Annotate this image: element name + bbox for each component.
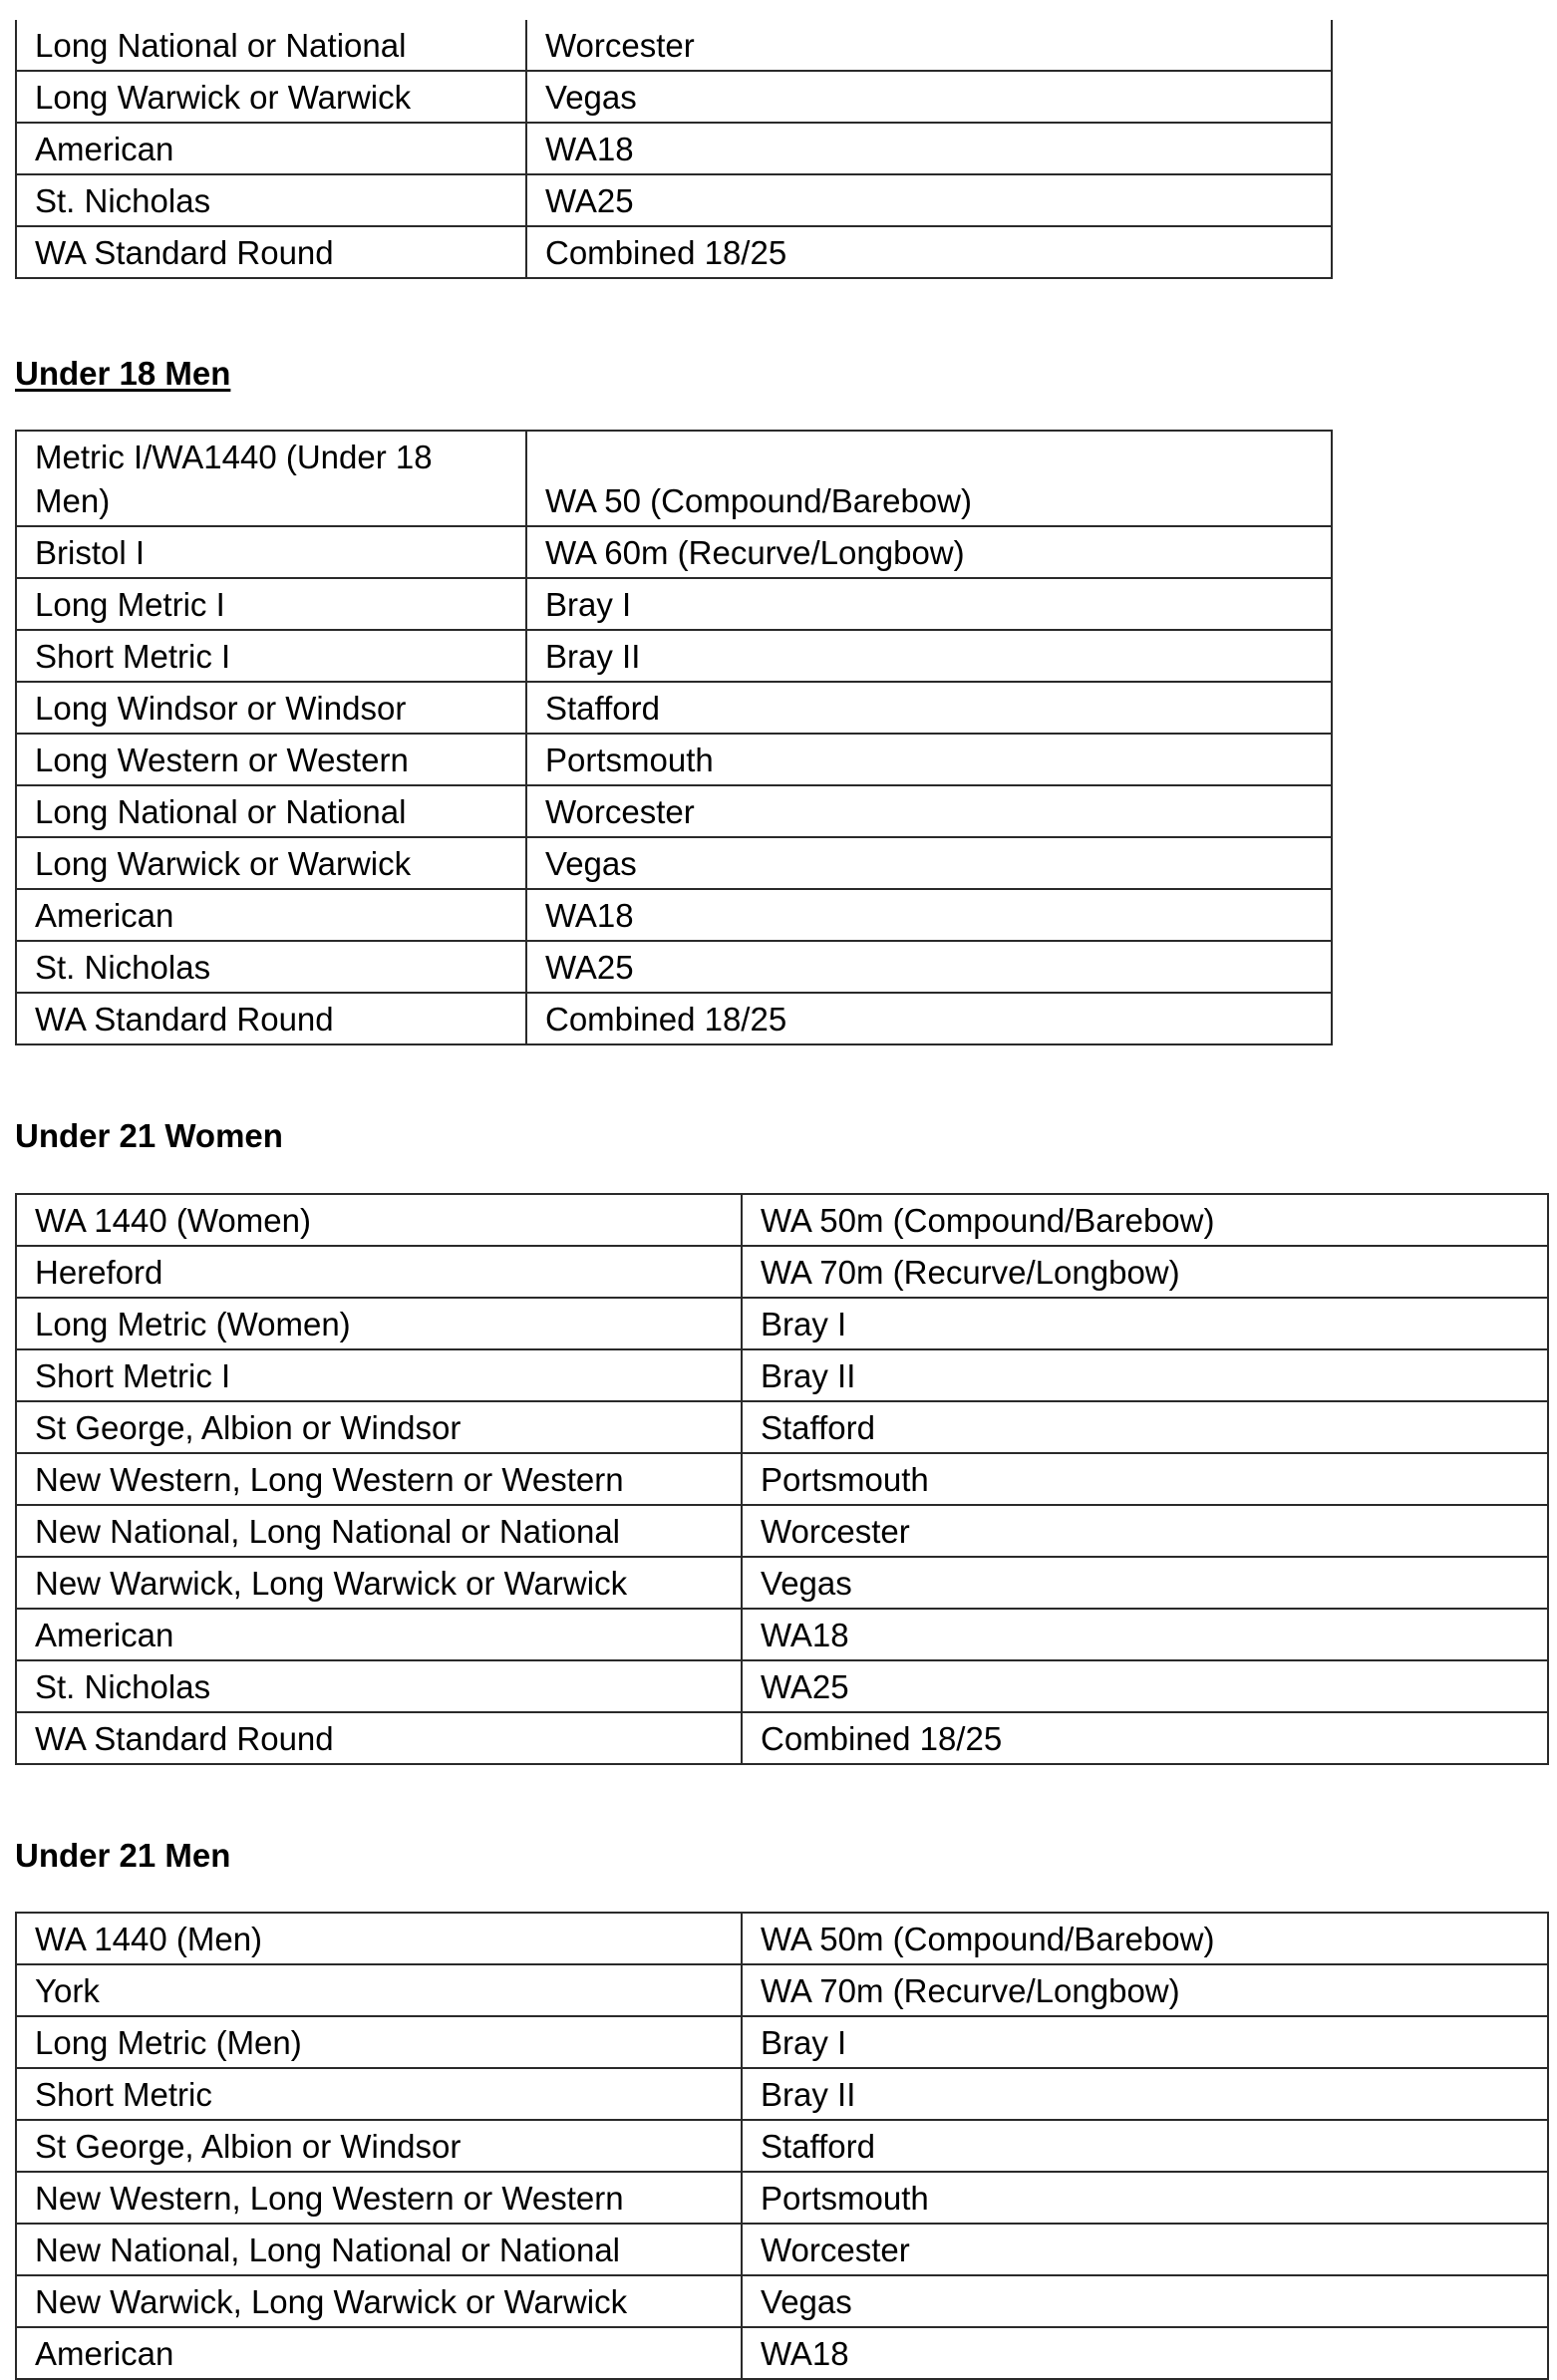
round-name-cell: New Western, Long Western or Western xyxy=(16,1453,742,1505)
round-name-cell: Long Metric (Women) xyxy=(16,1298,742,1349)
indoor-round-cell: WA 50m (Compound/Barebow) xyxy=(742,1913,1548,1964)
indoor-round-cell: WA25 xyxy=(742,1660,1548,1712)
under-21-men-table xyxy=(15,1912,1549,2380)
round-name-cell: American xyxy=(16,123,526,174)
table-row xyxy=(16,174,1332,226)
section-heading-under-18-men: Under 18 Men xyxy=(15,355,231,392)
indoor-round-cell: Bray I xyxy=(742,2016,1548,2068)
table-row xyxy=(16,1453,1548,1505)
table-row xyxy=(16,226,1332,278)
indoor-round-cell: Combined 18/25 xyxy=(526,226,1332,278)
table-row xyxy=(16,1298,1548,1349)
table-row xyxy=(16,1557,1548,1609)
table-row xyxy=(16,578,1332,630)
round-name-cell: Short Metric xyxy=(16,2068,742,2120)
indoor-round-cell: WA25 xyxy=(526,174,1332,226)
indoor-round-cell: Portsmouth xyxy=(742,1453,1548,1505)
round-name-cell: Long National or National xyxy=(16,785,526,837)
round-name-cell: St. Nicholas xyxy=(16,174,526,226)
round-name-cell: New National, Long National or National xyxy=(16,2224,742,2275)
table-row xyxy=(16,2224,1548,2275)
table-row xyxy=(16,1660,1548,1712)
table-row xyxy=(16,2016,1548,2068)
round-name-cell: WA Standard Round xyxy=(16,226,526,278)
indoor-round-cell: Stafford xyxy=(526,682,1332,734)
round-name-cell: WA Standard Round xyxy=(16,993,526,1044)
under-21-men-section xyxy=(15,1912,1549,2380)
indoor-round-cell: Combined 18/25 xyxy=(742,1712,1548,1764)
table-row xyxy=(16,993,1332,1044)
table-row xyxy=(16,1712,1548,1764)
round-name-cell: Long National or National xyxy=(16,20,526,71)
table-row xyxy=(16,1913,1548,1964)
round-name-cell: WA 1440 (Women) xyxy=(16,1194,742,1246)
table-row xyxy=(16,2327,1548,2379)
indoor-round-cell: WA 60m (Recurve/Longbow) xyxy=(526,526,1332,578)
indoor-round-cell: Vegas xyxy=(742,2275,1548,2327)
under-21-women-table xyxy=(15,1193,1549,1765)
indoor-round-cell: WA 70m (Recurve/Longbow) xyxy=(742,1246,1548,1298)
indoor-round-cell: Worcester xyxy=(742,2224,1548,2275)
round-name-cell: St. Nicholas xyxy=(16,1660,742,1712)
table-row xyxy=(16,1609,1548,1660)
table-row xyxy=(16,123,1332,174)
indoor-round-cell: Worcester xyxy=(526,20,1332,71)
round-name-cell: Long Metric (Men) xyxy=(16,2016,742,2068)
continuation-section xyxy=(15,20,1333,279)
table-row xyxy=(16,2068,1548,2120)
round-name-cell: Long Metric I xyxy=(16,578,526,630)
round-name-cell: Bristol I xyxy=(16,526,526,578)
round-name-cell: WA Standard Round xyxy=(16,1712,742,1764)
table-row xyxy=(16,630,1332,682)
round-name-cell: Long Western or Western xyxy=(16,734,526,785)
round-name-cell: York xyxy=(16,1964,742,2016)
indoor-round-cell: Vegas xyxy=(526,71,1332,123)
indoor-round-cell: Worcester xyxy=(526,785,1332,837)
indoor-round-cell: WA18 xyxy=(526,889,1332,941)
table-row xyxy=(16,2275,1548,2327)
indoor-round-cell: WA25 xyxy=(526,941,1332,993)
continuation-table xyxy=(15,20,1333,279)
indoor-round-cell: Bray I xyxy=(742,1298,1548,1349)
indoor-round-cell: Bray II xyxy=(742,2068,1548,2120)
round-name-cell: American xyxy=(16,1609,742,1660)
indoor-round-cell: Bray II xyxy=(742,1349,1548,1401)
table-row xyxy=(16,2120,1548,2172)
table-row xyxy=(16,682,1332,734)
indoor-round-cell: Portsmouth xyxy=(526,734,1332,785)
table-row xyxy=(16,1401,1548,1453)
round-name-cell: Metric I/WA1440 (Under 18 Men) xyxy=(16,431,526,526)
table-row xyxy=(16,526,1332,578)
under-18-men-section xyxy=(15,430,1333,1045)
round-name-cell: St George, Albion or Windsor xyxy=(16,2120,742,2172)
indoor-round-cell: Vegas xyxy=(742,1557,1548,1609)
indoor-round-cell: Combined 18/25 xyxy=(526,993,1332,1044)
indoor-round-cell: Portsmouth xyxy=(742,2172,1548,2224)
round-name-cell: Hereford xyxy=(16,1246,742,1298)
indoor-round-cell: Bray I xyxy=(526,578,1332,630)
indoor-round-cell: WA18 xyxy=(526,123,1332,174)
indoor-round-cell: Vegas xyxy=(526,837,1332,889)
table-row xyxy=(16,1964,1548,2016)
table-row xyxy=(16,1505,1548,1557)
round-name-cell: American xyxy=(16,2327,742,2379)
round-name-cell: American xyxy=(16,889,526,941)
round-name-cell: New Warwick, Long Warwick or Warwick xyxy=(16,1557,742,1609)
table-row xyxy=(16,785,1332,837)
table-row xyxy=(16,71,1332,123)
round-name-cell: St. Nicholas xyxy=(16,941,526,993)
table-row xyxy=(16,1246,1548,1298)
round-name-cell: WA 1440 (Men) xyxy=(16,1913,742,1964)
round-name-cell: Long Warwick or Warwick xyxy=(16,837,526,889)
indoor-round-cell: Worcester xyxy=(742,1505,1548,1557)
table-row xyxy=(16,837,1332,889)
table-row xyxy=(16,941,1332,993)
round-name-cell: Short Metric I xyxy=(16,1349,742,1401)
indoor-round-cell: Stafford xyxy=(742,2120,1548,2172)
indoor-round-cell: WA 50m (Compound/Barebow) xyxy=(742,1194,1548,1246)
round-name-cell: Long Windsor or Windsor xyxy=(16,682,526,734)
table-row xyxy=(16,734,1332,785)
round-name-cell: New Warwick, Long Warwick or Warwick xyxy=(16,2275,742,2327)
table-row xyxy=(16,1349,1548,1401)
round-name-cell: St George, Albion or Windsor xyxy=(16,1401,742,1453)
section-heading-under-21-women: Under 21 Women xyxy=(15,1117,283,1154)
table-row xyxy=(16,2172,1548,2224)
indoor-round-cell: WA 70m (Recurve/Longbow) xyxy=(742,1964,1548,2016)
under-18-men-table xyxy=(15,430,1333,1045)
under-21-women-section xyxy=(15,1193,1549,1765)
round-name-cell: New National, Long National or National xyxy=(16,1505,742,1557)
table-row xyxy=(16,889,1332,941)
round-name-cell: Short Metric I xyxy=(16,630,526,682)
table-row xyxy=(16,431,1332,526)
indoor-round-cell: WA18 xyxy=(742,2327,1548,2379)
section-heading-under-21-men: Under 21 Men xyxy=(15,1837,231,1874)
indoor-round-cell: Bray II xyxy=(526,630,1332,682)
indoor-round-cell: WA18 xyxy=(742,1609,1548,1660)
round-name-cell: New Western, Long Western or Western xyxy=(16,2172,742,2224)
table-row xyxy=(16,20,1332,71)
indoor-round-cell: Stafford xyxy=(742,1401,1548,1453)
indoor-round-cell: WA 50 (Compound/Barebow) xyxy=(526,431,1332,526)
table-row xyxy=(16,1194,1548,1246)
round-name-cell: Long Warwick or Warwick xyxy=(16,71,526,123)
